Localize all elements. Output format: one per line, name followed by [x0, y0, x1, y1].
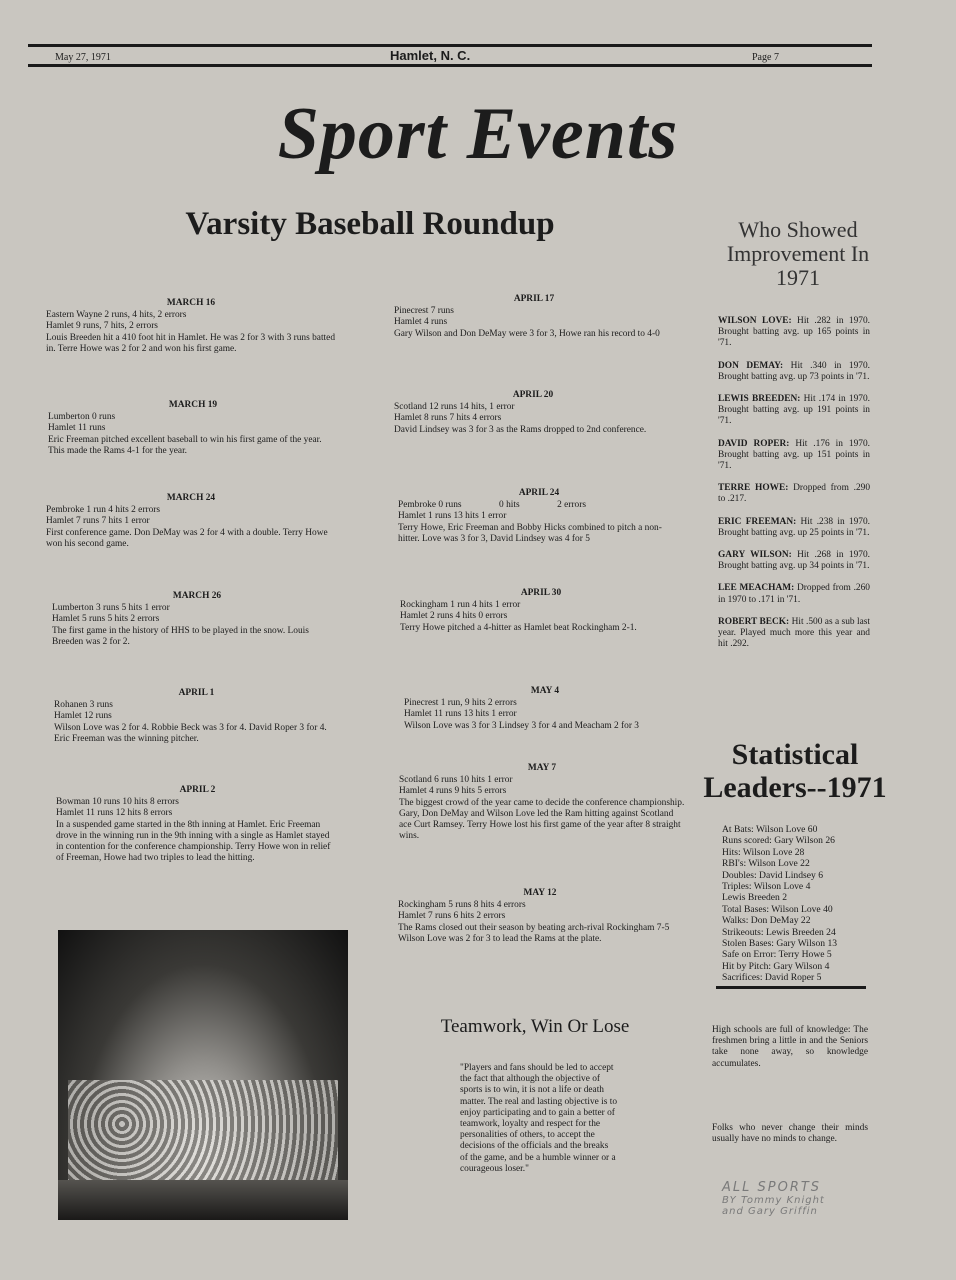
player-text: Dropped from .290 to .217.: [718, 483, 871, 505]
game-line: Hamlet 8 runs 7 hits 4 errors: [394, 413, 502, 424]
game-line: Hamlet 4 runs 9 hits 5 errors: [399, 786, 507, 797]
leader-item: Lewis Breeden 2: [722, 892, 788, 904]
player-text: Hit .340 in 1970. Brought batting avg. up 73 points in '71.: [718, 360, 870, 382]
game-date: MAY 7: [527, 763, 557, 773]
game-summary: First conference game. Don DeMay was 2 for 4 with a double. Terry Howe won his second game.: [46, 527, 328, 549]
game-line: Pembroke 1 run 4 hits 2 errors: [46, 505, 161, 516]
handwritten-line: and Gary Griffin: [722, 1206, 818, 1217]
game-date: MARCH 16: [166, 298, 216, 308]
leader-item: Triples: Wilson Love 4: [722, 881, 811, 893]
game-may-12: [398, 888, 682, 945]
game-line: Rohanen 3 runs: [54, 700, 113, 711]
leader-item: Runs scored: Gary Wilson 26: [722, 835, 835, 847]
header-bottom-rule: [28, 64, 872, 67]
photo-crowd: [68, 1080, 338, 1190]
game-april-17: [394, 294, 674, 340]
filler-note-minds: Folks who never change their minds usually have no minds to change.: [712, 1123, 868, 1145]
leader-item: Sacrifices: David Roper 5: [722, 972, 822, 984]
handwritten-credit: [722, 1180, 872, 1217]
player-name: ERIC FREEMAN:: [718, 516, 797, 527]
game-april-24: [398, 488, 680, 545]
game-line: Hamlet 1 runs 13 hits 1 error: [398, 511, 507, 522]
leader-item: Hit by Pitch: Gary Wilson 4: [722, 960, 830, 972]
player-note: [718, 439, 870, 473]
game-march-16: [46, 298, 336, 355]
game-line: Hamlet 5 runs 5 hits 2 errors: [52, 614, 160, 625]
handwritten-line: ALL SPORTS: [722, 1180, 822, 1195]
game-date: MAY 4: [530, 686, 560, 696]
game-summary: Louis Breeden hit a 410 foot hit in Hamlet. He was 2 for 3 with 3 runs batted in. Terre Howe was 2 for 2 and won his first game.: [46, 332, 336, 354]
game-summary: Terry Howe, Eric Freeman and Bobby Hicks combined to pitch a non-hitter. Love was 3 for 3, David Lindsey was 4 for 5: [398, 522, 662, 544]
player-name: DAVID ROPER:: [718, 438, 790, 449]
game-line: Hamlet 11 runs 13 hits 1 error: [404, 709, 517, 720]
game-line: Hamlet 12 runs: [54, 711, 112, 722]
leaders-list: [722, 824, 872, 984]
game-summary: Wilson Love was 2 for 4. Robbie Beck was 3 for 4. David Roper 3 for 4. Eric Freeman was the winning pitcher.: [54, 722, 327, 744]
player-text: Hit .174 in 1970. Brought batting avg. up 191 points in '71.: [718, 394, 870, 427]
player-text: Hit .500 as a sub last year. Played much more this year and hit .292.: [718, 616, 870, 650]
leader-item: Safe on Error: Terry Howe 5: [722, 949, 832, 961]
game-summary: Terry Howe pitched a 4-hitter as Hamlet beat Rockingham 2-1.: [400, 622, 637, 633]
improvement-list: [718, 316, 870, 650]
handwritten-line: BY Tommy Knight: [722, 1195, 825, 1206]
game-date: APRIL 30: [520, 588, 562, 598]
issue-date: May 27, 1971: [55, 52, 111, 63]
game-summary: The biggest crowd of the year came to decide the conference championship. Gary, Don DeMay and Wilson Love led the Ram hitting against Scotland ace Curt Ramsey. Terry Howe lost his first game of the year after 8 straight wins.: [399, 797, 685, 842]
leader-item: Hits: Wilson Love 28: [722, 846, 805, 858]
player-text: Hit .176 in 1970. Brought batting avg. up 151 points in '71.: [718, 438, 870, 472]
player-name: LEE MEACHAM:: [718, 583, 795, 594]
player-text: Hit .238 in 1970. Brought batting avg. up 25 points in '71.: [718, 516, 870, 538]
game-summary: The first game in the history of HHS to be played in the snow. Louis Breeden was 2 for 2.: [52, 625, 309, 647]
game-april-20: [394, 390, 672, 436]
player-name: GARY WILSON:: [718, 550, 792, 561]
game-date: APRIL 24: [518, 488, 560, 498]
game-line: Hamlet 11 runs: [48, 423, 106, 434]
game-line: Scotland 12 runs 14 hits, 1 error: [394, 402, 515, 413]
leader-item: Total Bases: Wilson Love 40: [722, 903, 833, 915]
improvement-heading: Who Showed Improvement In 1971: [726, 217, 870, 290]
player-name: TERRE HOWE:: [718, 483, 789, 494]
game-line: Hamlet 7 runs 6 hits 2 errors: [398, 911, 506, 922]
player-name: DON DEMAY:: [718, 360, 784, 371]
header-top-rule: [28, 44, 872, 47]
game-date: APRIL 17: [513, 294, 555, 304]
player-note: [718, 316, 870, 350]
game-line: Hamlet 11 runs 12 hits 8 errors: [56, 808, 173, 819]
teamwork-quote: "Players and fans should be led to accept the fact that although the objective of sports is to win, it is not a life or death matter. The real and lasting objective is to enjoy participating and to gain a better of teamwork, loyalty and respect for the personalities of others, to accept the decisions of the officials and the breaks of the game, and be a humble winner or a courageous loser.": [460, 1063, 618, 1174]
leader-item: RBI's: Wilson Love 22: [722, 858, 810, 870]
player-note: [718, 583, 870, 605]
player-note: [718, 483, 870, 505]
game-summary: Eric Freeman pitched excellent baseball to win his first game of the year. This made the Rams 4-1 for the year.: [48, 434, 322, 456]
game-summary: David Lindsey was 3 for 3 as the Rams dropped to 2nd conference.: [394, 424, 647, 435]
player-name: WILSON LOVE:: [718, 316, 792, 326]
game-summary: In a suspended game started in the 8th inning at Hamlet. Eric Freeman drove in the winning run in the 9th inning with a single as Hamlet stayed in contention for the conference championship. Terry Howe won in relief of Freeman, Howe had two triples to lead the hitting.: [56, 819, 331, 864]
game-line: Hamlet 9 runs, 7 hits, 2 errors: [46, 321, 158, 332]
game-march-19: [48, 400, 338, 457]
game-line: Lumberton 3 runs 5 hits 1 error: [52, 603, 170, 614]
game-line: Hamlet 7 runs 7 hits 1 error: [46, 516, 150, 527]
game-date: APRIL 1: [178, 688, 215, 698]
player-text: Hit .282 in 1970. Brought batting avg. up 165 points in '71.: [718, 316, 870, 349]
game-may-4: [404, 686, 686, 732]
game-line: Eastern Wayne 2 runs, 4 hits, 2 errors: [46, 310, 187, 321]
leaders-rule: [716, 986, 866, 989]
game-line: Rockingham 5 runs 8 hits 4 errors: [398, 900, 526, 911]
player-note: [718, 550, 870, 572]
page-number: Page 7: [752, 52, 779, 63]
player-name: ROBERT BECK:: [718, 616, 790, 627]
game-date: MARCH 19: [168, 400, 218, 410]
game-date: MARCH 24: [166, 493, 216, 503]
game-line: Lumberton 0 runs: [48, 412, 116, 423]
leader-item: Doubles: David Lindsey 6: [722, 869, 823, 881]
player-name: LEWIS BREEDEN:: [718, 394, 801, 405]
player-note: [718, 394, 870, 428]
game-summary: Gary Wilson and Don DeMay were 3 for 3, Howe ran his record to 4-0: [394, 328, 660, 339]
game-line: Pinecrest 7 runs: [394, 306, 454, 317]
game-date: MAY 12: [523, 888, 557, 898]
game-may-7: [399, 763, 685, 842]
player-note: [718, 617, 870, 651]
game-april-1: [54, 688, 339, 745]
game-march-26: [52, 591, 342, 648]
player-note: [718, 361, 870, 383]
game-line: Rockingham 1 run 4 hits 1 error: [400, 600, 521, 611]
leader-item: Walks: Don DeMay 22: [722, 915, 811, 927]
player-text: Dropped from .260 in 1970 to .171 in '71.: [718, 583, 870, 605]
page-title: Sport Events: [277, 93, 679, 175]
leader-item: Strikeouts: Lewis Breeden 24: [722, 926, 836, 938]
game-april-2: [56, 785, 339, 864]
game-line: Scotland 6 runs 10 hits 1 error: [399, 775, 513, 786]
game-line: Pinecrest 1 run, 9 hits 2 errors: [404, 698, 517, 709]
game-line: Bowman 10 runs 10 hits 8 errors: [56, 797, 179, 808]
game-date: APRIL 20: [512, 390, 554, 400]
game-summary: The Rams closed out their season by beating arch-rival Rockingham 7-5 Wilson Love was 2 for 3 to lead the Rams at the plate.: [398, 922, 670, 944]
game-line: Hamlet 2 runs 4 hits 0 errors: [400, 611, 508, 622]
dateline: Hamlet, N. C.: [390, 48, 471, 63]
leader-item: Stolen Bases: Gary Wilson 13: [722, 938, 838, 950]
game-march-24: [46, 493, 336, 550]
teamwork-heading: Teamwork, Win Or Lose: [440, 1016, 630, 1037]
photo-foreground: [58, 1180, 348, 1220]
game-date: MARCH 26: [172, 591, 222, 601]
roundup-heading: Varsity Baseball Roundup: [185, 206, 555, 242]
filler-note-knowledge: High schools are full of knowledge: The freshmen bring a little in and the Seniors take none away, so knowledge accumulates.: [712, 1025, 868, 1069]
leaders-heading: Statistical Leaders--1971: [703, 738, 887, 804]
game-line: Pembroke 0 runs 0 hits 2 errors: [398, 500, 587, 511]
player-note: [718, 517, 870, 539]
leader-item: At Bats: Wilson Love 60: [722, 824, 818, 835]
game-april-30: [400, 588, 682, 634]
player-text: Hit .268 in 1970. Brought batting avg. up 34 points in '71.: [718, 550, 870, 572]
game-summary: Wilson Love was 3 for 3 Lindsey 3 for 4 and Meacham 2 for 3: [404, 720, 639, 731]
game-line: Hamlet 4 runs: [394, 317, 448, 328]
game-date: APRIL 2: [179, 785, 216, 795]
team-photo: [58, 930, 348, 1220]
